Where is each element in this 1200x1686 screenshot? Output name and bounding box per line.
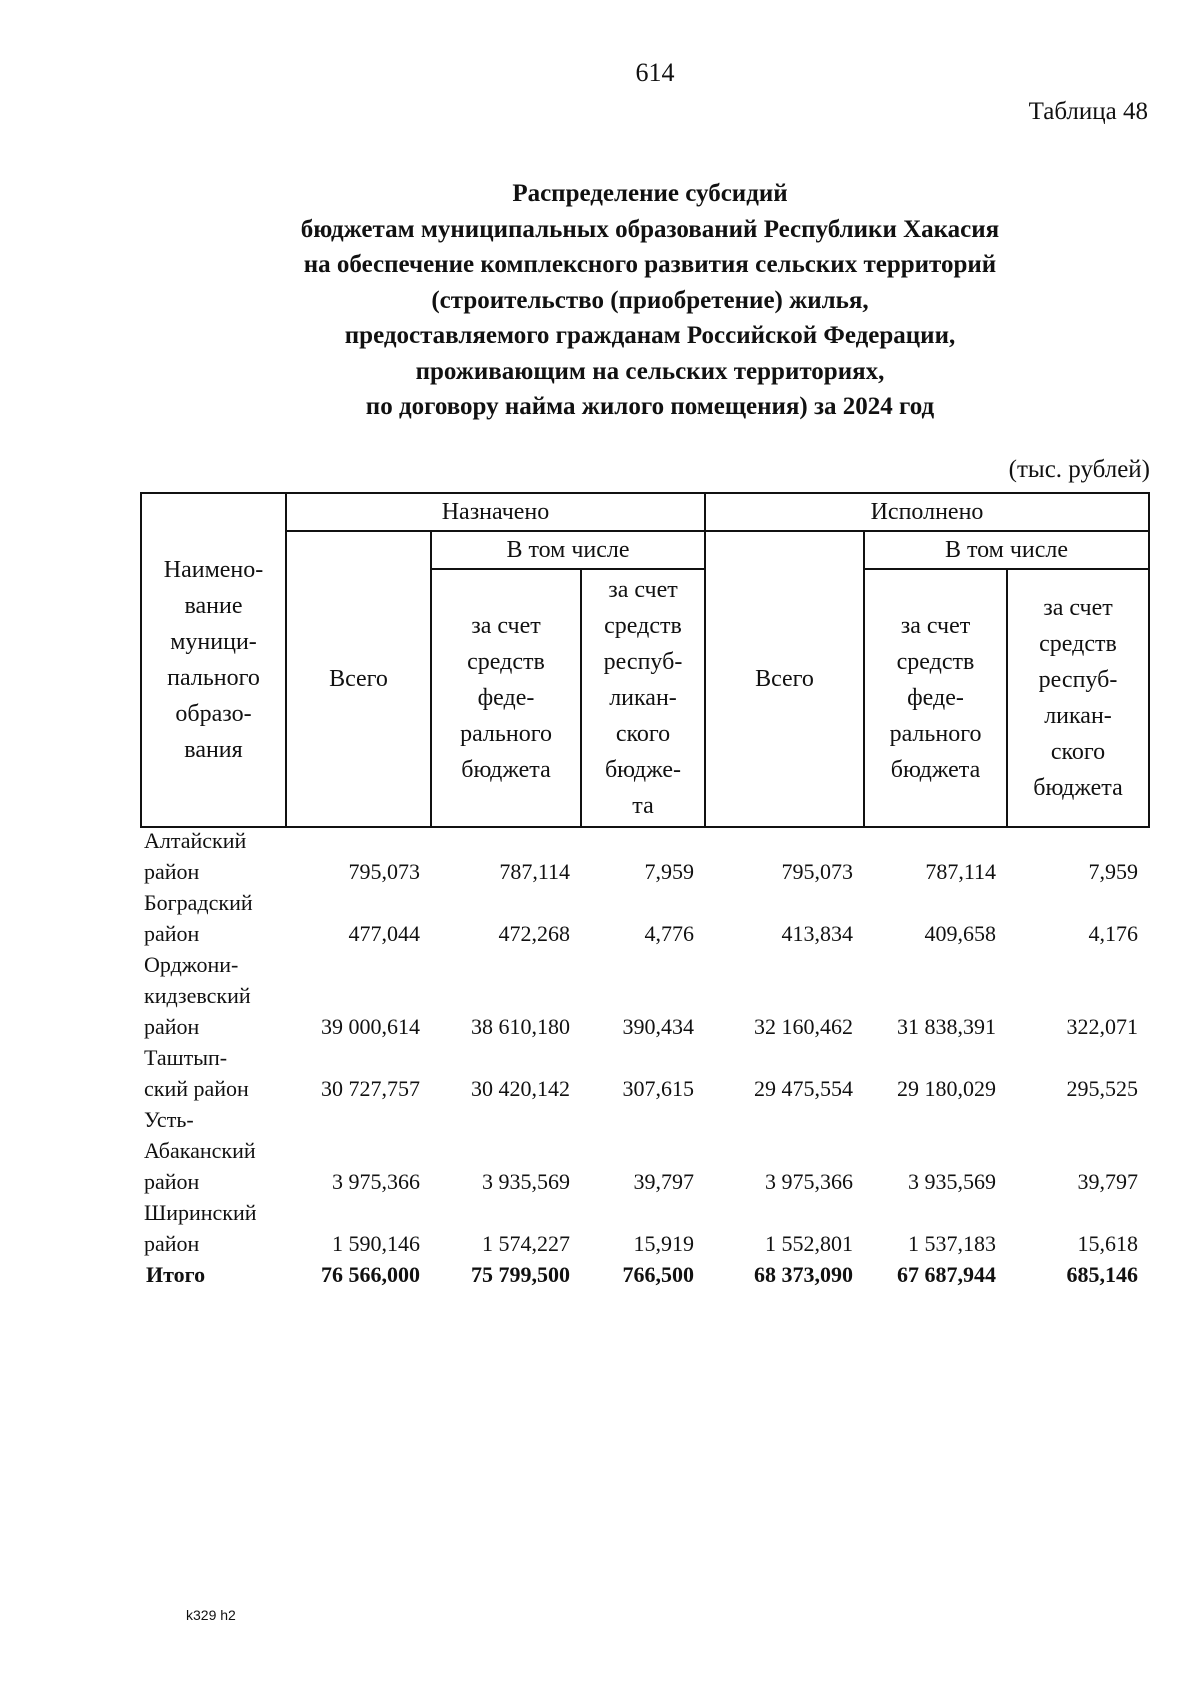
value-cell: 3 975,366	[765, 1169, 853, 1194]
footer-code: k329 h2	[186, 1607, 236, 1623]
value-cell: 322,071	[1066, 1014, 1138, 1039]
table-row	[140, 1104, 1148, 1197]
value-cell: 29 180,029	[897, 1076, 996, 1101]
value-cell: 4,176	[1088, 921, 1138, 946]
total-cell: 685,146	[1066, 1262, 1138, 1287]
municipality-name: Алтайский район	[144, 828, 247, 884]
table-row	[140, 887, 1148, 949]
header-executed-including: В том числе	[864, 531, 1149, 569]
value-cell: 29 475,554	[754, 1076, 853, 1101]
header-assigned-republic: за счет средств респуб- ликан- ского бюдже- та	[581, 569, 705, 827]
value-cell: 295,525	[1066, 1076, 1138, 1101]
value-cell: 787,114	[925, 859, 996, 884]
header-name-column: Наимено- вание муници- пального образо- вания	[141, 493, 286, 827]
total-cell: 75 799,500	[471, 1262, 570, 1287]
municipality-name: Орджони- кидзевский район	[144, 952, 251, 1039]
value-cell: 30 727,757	[321, 1076, 420, 1101]
table-title	[150, 176, 1150, 425]
header-assigned-total: Всего	[286, 531, 431, 827]
value-cell: 32 160,462	[754, 1014, 853, 1039]
value-cell: 472,268	[498, 921, 570, 946]
header-executed-total: Всего	[705, 531, 864, 827]
value-cell: 3 975,366	[332, 1169, 420, 1194]
value-cell: 413,834	[781, 921, 853, 946]
title-line: проживающим на сельских территориях,	[415, 357, 885, 385]
header-assigned-federal: за счет средств феде- рального бюджета	[431, 569, 581, 827]
municipality-name: Усть- Абаканский район	[144, 1107, 256, 1194]
page-number: 614	[635, 58, 675, 87]
table-header	[140, 492, 1150, 828]
total-label: Итого	[146, 1262, 206, 1287]
title-line: предоставляемого гражданам Российской Федерации,	[344, 322, 956, 349]
total-cell: 68 373,090	[754, 1262, 853, 1287]
value-cell: 4,776	[644, 921, 694, 946]
table-row	[140, 1197, 1148, 1259]
total-cell: 76 566,000	[321, 1262, 420, 1287]
value-cell: 1 552,801	[765, 1231, 853, 1256]
value-cell: 1 537,183	[908, 1231, 996, 1256]
value-cell: 15,618	[1077, 1231, 1138, 1256]
header-executed: Исполнено	[705, 493, 1149, 531]
municipality-name: Таштып- ский район	[144, 1045, 249, 1101]
value-cell: 795,073	[348, 859, 420, 884]
value-cell: 7,959	[1088, 859, 1138, 884]
table-label: Таблица 48	[1028, 98, 1148, 125]
value-cell: 3 935,569	[482, 1169, 570, 1194]
title-line: Распределение субсидий	[512, 180, 788, 207]
title-line: бюджетам муниципальных образований Республики Хакасия	[300, 215, 1000, 243]
table-row	[140, 825, 1148, 887]
value-cell: 477,044	[348, 921, 420, 946]
value-cell: 795,073	[781, 859, 853, 884]
table-body	[140, 825, 1148, 1290]
value-cell: 7,959	[644, 859, 694, 884]
value-cell: 39 000,614	[321, 1014, 420, 1039]
municipality-name: Ширинский район	[144, 1200, 257, 1256]
title-line: по договору найма жилого помещения) за 2024 год	[365, 393, 935, 420]
header-assigned: Назначено	[286, 493, 705, 531]
table-row	[140, 1042, 1148, 1104]
value-cell: 307,615	[622, 1076, 694, 1101]
total-row	[140, 1259, 1148, 1290]
value-cell: 38 610,180	[471, 1014, 570, 1039]
value-cell: 1 590,146	[332, 1231, 420, 1256]
units-label: (тыс. рублей)	[1008, 456, 1150, 483]
value-cell: 3 935,569	[908, 1169, 996, 1194]
value-cell: 39,797	[1077, 1169, 1138, 1194]
value-cell: 409,658	[924, 921, 996, 946]
title-line: (строительство (приобретение) жилья,	[431, 286, 869, 314]
header-executed-republic: за счет средств респуб- ликан- ского бюджета	[1007, 569, 1149, 827]
value-cell: 787,114	[499, 859, 570, 884]
total-cell: 67 687,944	[897, 1262, 996, 1287]
value-cell: 39,797	[633, 1169, 694, 1194]
value-cell: 390,434	[622, 1014, 694, 1039]
header-assigned-including: В том числе	[431, 531, 705, 569]
value-cell: 1 574,227	[482, 1231, 570, 1256]
value-cell: 31 838,391	[897, 1014, 996, 1039]
value-cell: 30 420,142	[471, 1076, 570, 1101]
total-cell: 766,500	[622, 1262, 694, 1287]
table-row	[140, 949, 1148, 1042]
header-executed-federal: за счет средств феде- рального бюджета	[864, 569, 1007, 827]
title-line: на обеспечение комплексного развития сельских территорий	[303, 251, 997, 278]
value-cell: 15,919	[633, 1231, 694, 1256]
municipality-name: Боградский район	[144, 890, 253, 946]
